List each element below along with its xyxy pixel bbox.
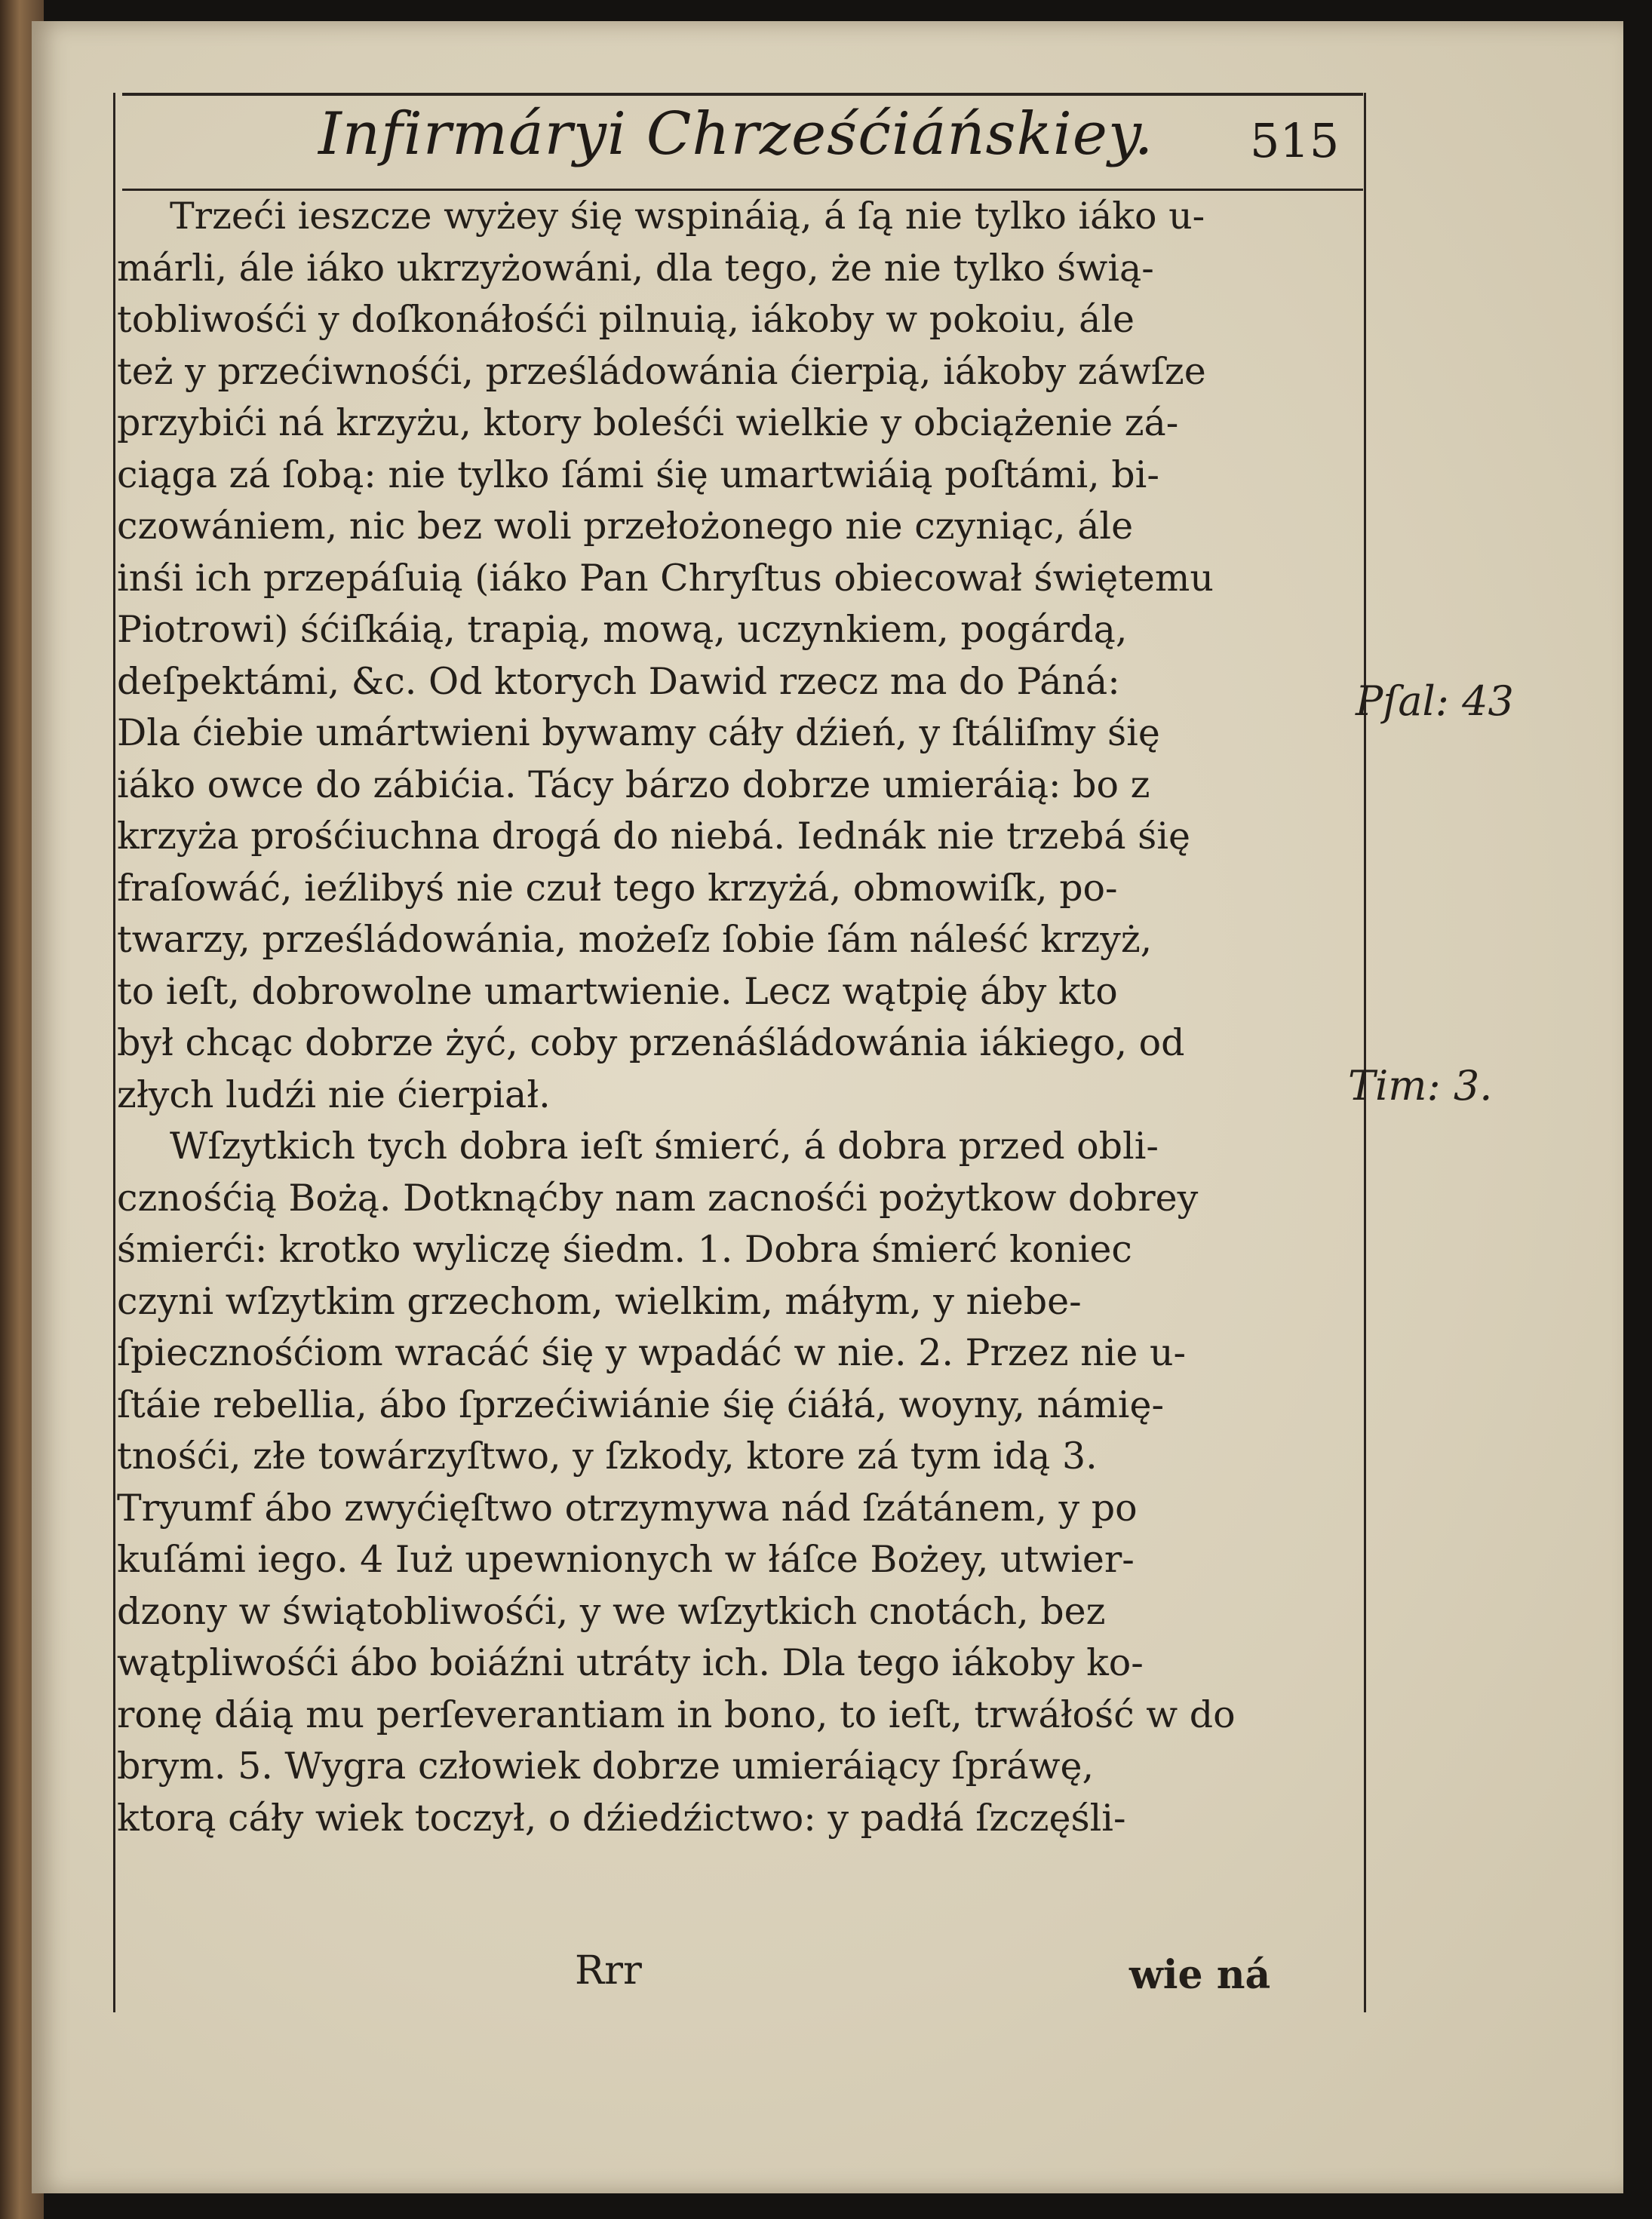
text-line: fraſowáć, ieźlibyś nie czuł tego krzyżá, obmowiſk, po- <box>117 866 1118 910</box>
text-line: brym. 5. Wygra człowiek dobrze umieráiący ſpráwę, <box>117 1745 1095 1788</box>
text-line: krzyża prośćiuchna drogá do niebá. Iednák nie trzebá śię <box>117 815 1190 858</box>
text-line: márli, ále iáko ukrzyżowáni, dla tego, że nie tylko świą- <box>117 246 1154 290</box>
text-line: ſpiecznośćiom wracáć śię y wpadáć w nie. 2. Przez nie u- <box>117 1331 1187 1374</box>
text-line: Piotrowi) śćiſkáią, trapią, mową, uczynkiem, pogárdą, <box>117 608 1128 651</box>
catchword: wie ná <box>1129 1952 1271 1998</box>
text-line: ciąga zá ſobą: nie tylko ſámi śię umartwiáią poſtámi, bi- <box>117 453 1159 496</box>
text-line: cznośćią Bożą. Dotknąćby nam zacnośći pożytkow dobrey <box>117 1176 1199 1220</box>
top-rule <box>122 93 1363 96</box>
text-line: ktorą cáły wiek toczył, o dźiedźictwo: y padłá ſzczęśli- <box>117 1796 1126 1840</box>
body-text <box>117 191 1358 1844</box>
text-line: śmierći: krotko wyliczę śiedm. 1. Dobra śmierć koniec <box>117 1228 1132 1271</box>
margin-note-psalm: Pſal: 43 <box>1356 677 1514 725</box>
text-line: czyni wſzytkim grzechom, wielkim, máłym, y niebe- <box>117 1279 1082 1323</box>
text-line: iáko owce do zábićia. Tácy bárzo dobrze umieráią: bo z <box>117 763 1150 806</box>
text-line: czowániem, nic bez woli przełożonego nie czyniąc, ále <box>117 505 1134 548</box>
text-line: dzony w świątobliwośći, y we wſzytkich cnotách, bez <box>117 1589 1106 1633</box>
book-page <box>32 21 1623 2193</box>
text-line: Tryumf ábo zwyćięſtwo otrzymywa nád ſzátánem, y po <box>117 1486 1138 1530</box>
running-header-title: Infirmáryi Chrześćiáńskiey. <box>318 100 1154 168</box>
text-line: był chcąc dobrze żyć, coby przenáśládowánia iákiego, od <box>117 1021 1185 1064</box>
text-line: twarzy, prześládowánia, możeſz ſobie ſám náleść krzyż, <box>117 918 1153 961</box>
text-line: tobliwośći y doſkonáłośći pilnuią, iákoby w pokoiu, ále <box>117 298 1135 341</box>
text-line: wątpliwośći ábo boiáźni utráty ich. Dla tego iákoby ko- <box>117 1641 1144 1684</box>
text-line: złych ludźi nie ćierpiał. <box>117 1073 551 1116</box>
text-line: inśi ich przepáſuią (iáko Pan Chryſtus obiecował świętemu <box>117 556 1214 600</box>
text-line: przybići ná krzyżu, ktory boleśći wielkie y obciążenie zá- <box>117 401 1179 444</box>
text-line: ſtáie rebellia, ábo ſprzećiwiánie śię ćiáłá, woyny, námię- <box>117 1383 1165 1426</box>
text-line: też y przećiwnośći, prześládowánia ćierpią, iákoby záwſze <box>117 349 1206 393</box>
text-line: Wſzytkich tych dobra ieſt śmierć, á dobra przed obli- <box>170 1125 1159 1168</box>
signature-mark: Rrr <box>575 1948 642 1993</box>
text-line: deſpektámi, &c. Od ktorych Dawid rzecz ma do Páná: <box>117 659 1120 703</box>
text-line: Dla ćiebie umártwieni bywamy cáły dźień, y ſtáliſmy śię <box>117 711 1160 754</box>
text-line: ronę dáią mu perſeverantiam in bono, to ieſt, trwáłość w do <box>117 1693 1236 1736</box>
page-number: 515 <box>1250 113 1340 168</box>
text-line: tnośći, złe towárzyſtwo, y ſzkody, ktore zá tym idą 3. <box>117 1435 1098 1478</box>
text-line: kuſámi iego. 4 Iuż upewnionych w łáſce Bożey, utwier- <box>117 1538 1135 1581</box>
margin-note-timothy: Tim: 3. <box>1348 1062 1493 1110</box>
text-line: to ieſt, dobrowolne umartwienie. Lecz wątpię áby kto <box>117 969 1118 1013</box>
text-line: Trzeći ieszcze wyżey śię wspináią, á ſą nie tylko iáko u- <box>170 195 1205 238</box>
